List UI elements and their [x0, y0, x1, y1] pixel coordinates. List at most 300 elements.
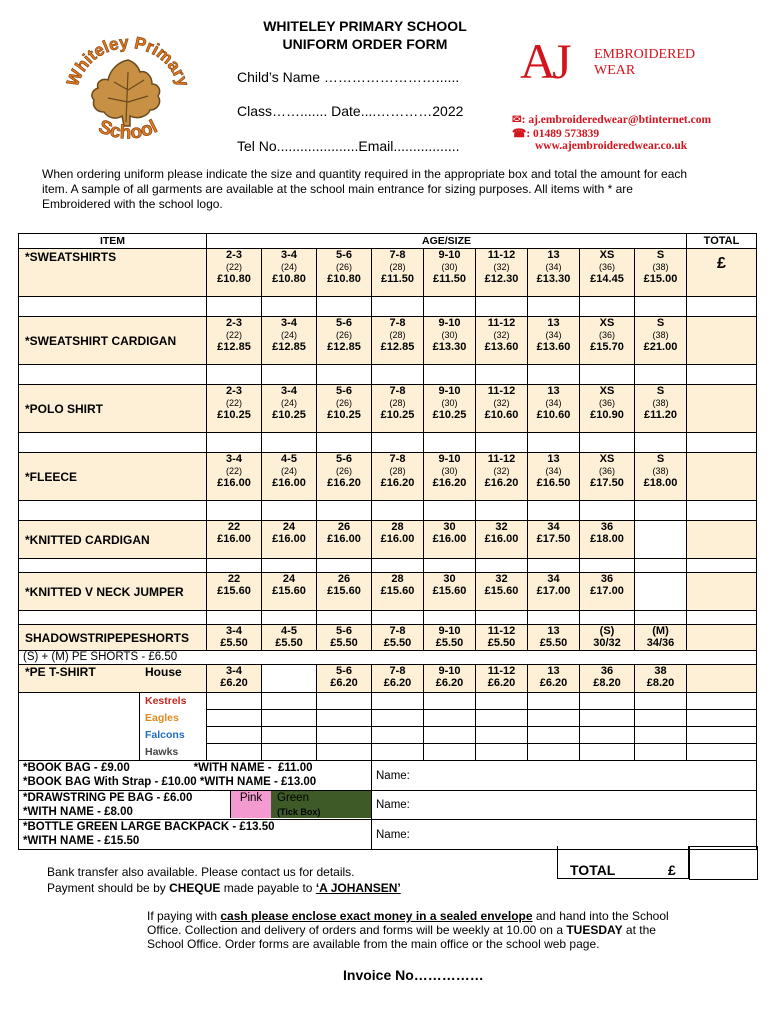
brand-email[interactable]: aj.embroideredwear@btinternet.com: [528, 114, 712, 126]
age-label: (26): [335, 330, 352, 340]
row-total-cell[interactable]: [687, 385, 757, 433]
qty-cell[interactable]: [262, 710, 317, 727]
price-label: £16.20: [484, 477, 519, 489]
table-row: [19, 625, 757, 651]
qty-row: [19, 501, 757, 521]
qty-cell[interactable]: [372, 365, 424, 385]
price-label: £14.45: [590, 273, 624, 285]
bag-name-field[interactable]: [372, 820, 757, 850]
price-label: £11.50: [432, 273, 467, 285]
qty-row: [19, 611, 757, 625]
qty-cell[interactable]: [528, 727, 580, 744]
size-cell: [476, 521, 528, 559]
size-label: 3-4: [281, 385, 297, 397]
qty-cell[interactable]: [635, 611, 687, 625]
size-label: 22: [227, 521, 241, 533]
qty-cell[interactable]: [207, 611, 262, 625]
qty-cell[interactable]: [262, 501, 317, 521]
price-label: 34/36: [646, 637, 675, 649]
qty-cell[interactable]: [19, 365, 207, 385]
price-label: £10.25: [432, 409, 467, 421]
size-label: 13: [547, 453, 560, 465]
pink-label: Pink: [239, 792, 263, 804]
table-row: [19, 453, 757, 501]
backpack-line: *BOTTLE GREEN LARGE BACKPACK - £13.50: [23, 821, 275, 833]
size-cell: [372, 385, 424, 433]
age-label: (30): [441, 330, 458, 340]
age-label: (22): [225, 262, 242, 272]
size-label: 11-12: [487, 317, 516, 329]
intro-text: When ordering uniform please indicate the size and quantity required in the appropriate box and total the amount for each item. A sample of all garments are available at the school main entrance for sizing purposes. All items with * are Embroidered with the school logo.: [42, 167, 688, 211]
qty-row: [19, 365, 757, 385]
qty-cell[interactable]: [262, 693, 317, 710]
bag-name-field[interactable]: [372, 791, 757, 820]
qty-cell[interactable]: [528, 710, 580, 727]
qty-cell[interactable]: [207, 693, 262, 710]
school-logo: [58, 30, 196, 155]
price-label: £15.60: [327, 585, 361, 597]
size-cell: [580, 521, 635, 559]
table-row: [19, 249, 757, 297]
size-cell: [207, 385, 262, 433]
page-subtitle: UNIFORM ORDER FORM: [282, 36, 448, 52]
size-cell: [262, 665, 317, 693]
age-label: (24): [280, 466, 297, 476]
age-label: (26): [335, 466, 352, 476]
qty-cell[interactable]: [317, 559, 372, 573]
qty-cell[interactable]: [687, 710, 757, 727]
qty-cell[interactable]: [19, 559, 207, 573]
child-name-field[interactable]: Child’s Name ……………………......: [237, 69, 460, 85]
size-cell: [580, 665, 635, 693]
cash-bold: cash please enclose exact money in a sealed envelope: [220, 909, 533, 923]
qty-cell[interactable]: [528, 744, 580, 761]
qty-cell[interactable]: [635, 433, 687, 453]
pink-tick-box[interactable]: [230, 791, 272, 818]
price-label: £6.20: [487, 677, 516, 689]
aj-logo-letters: AJ: [520, 33, 568, 89]
qty-cell[interactable]: [476, 433, 528, 453]
qty-cell[interactable]: [207, 501, 262, 521]
cash-pre: If paying with: [147, 909, 221, 923]
size-cell: [317, 385, 372, 433]
qty-cell[interactable]: [687, 727, 757, 744]
size-cell: [476, 625, 528, 651]
house-row: [19, 727, 757, 744]
size-cell: [262, 249, 317, 297]
qty-cell[interactable]: [476, 365, 528, 385]
qty-cell[interactable]: [476, 611, 528, 625]
size-cell: [635, 521, 687, 559]
book-bag-strap-line: *BOOK BAG With Strap - £10.00 *WITH NAME - £13.00: [23, 776, 317, 788]
price-label: £6.20: [330, 677, 358, 689]
house-cell: [19, 727, 207, 744]
qty-cell[interactable]: [476, 710, 528, 727]
price-label: £17.00: [590, 585, 624, 597]
price-label: £10.80: [217, 273, 251, 285]
price-label: £10.25: [272, 409, 306, 421]
qty-cell[interactable]: [635, 710, 687, 727]
size-label: 7-8: [389, 625, 406, 637]
age-label: (24): [280, 330, 297, 340]
row-total-cell[interactable]: [687, 521, 757, 559]
row-total-cell[interactable]: [687, 625, 757, 651]
house-divider: [139, 693, 140, 710]
qty-cell[interactable]: [687, 365, 757, 385]
qty-cell[interactable]: [635, 693, 687, 710]
house-name: Hawks: [145, 745, 179, 758]
qty-cell[interactable]: [424, 365, 476, 385]
qty-cell[interactable]: [372, 744, 424, 761]
price-label: £16.00: [217, 533, 251, 545]
qty-cell[interactable]: [580, 433, 635, 453]
house-cell: [19, 710, 207, 727]
size-label: 9-10: [438, 385, 461, 397]
age-label: (30): [441, 262, 458, 272]
age-label: (36): [598, 262, 615, 272]
qty-cell[interactable]: [476, 744, 528, 761]
price-label: £13.30: [432, 341, 467, 353]
qty-cell[interactable]: [317, 611, 372, 625]
size-cell: [317, 249, 372, 297]
green-tick-box[interactable]: [271, 791, 371, 818]
grand-total-input[interactable]: [689, 846, 758, 880]
qty-cell[interactable]: [207, 433, 262, 453]
qty-cell[interactable]: [317, 744, 372, 761]
qty-cell[interactable]: [207, 727, 262, 744]
age-label: (38): [652, 398, 669, 408]
size-label: 13: [547, 625, 560, 637]
size-label: 2-3: [226, 317, 242, 329]
item-name: *KNITTED CARDIGAN: [19, 521, 207, 559]
qty-cell[interactable]: [580, 365, 635, 385]
size-label: 4-5: [281, 625, 297, 637]
price-label: £13.30: [536, 273, 571, 285]
size-cell: [528, 453, 580, 501]
price-label: £17.00: [536, 585, 571, 597]
class-date-field[interactable]: Class……....... Date....…………2022: [237, 103, 464, 119]
qty-cell[interactable]: [528, 501, 580, 521]
price-label: £13.60: [536, 341, 571, 353]
price-label: £10.25: [327, 409, 361, 421]
qty-cell[interactable]: [424, 501, 476, 521]
size-cell: [262, 385, 317, 433]
qty-cell[interactable]: [424, 433, 476, 453]
size-label: 38: [654, 665, 667, 677]
qty-cell[interactable]: [317, 297, 372, 317]
size-label: 34: [547, 521, 560, 533]
house-name: Eagles: [145, 711, 179, 724]
qty-cell[interactable]: [687, 693, 757, 710]
qty-cell[interactable]: [317, 365, 372, 385]
qty-cell[interactable]: [262, 433, 317, 453]
price-label: £15.60: [484, 585, 519, 597]
size-cell: [317, 317, 372, 365]
size-cell: [262, 317, 317, 365]
qty-cell[interactable]: [372, 559, 424, 573]
grand-total-label: TOTAL: [570, 862, 616, 878]
size-label: 5-6: [336, 453, 352, 465]
qty-cell[interactable]: [687, 297, 757, 317]
size-label: XS: [599, 385, 615, 397]
size-cell: [476, 249, 528, 297]
qty-cell[interactable]: [476, 297, 528, 317]
size-cell: [372, 665, 424, 693]
age-size-header: AGE/SIZE: [207, 234, 687, 249]
size-label: 13: [547, 385, 560, 397]
size-cell: [424, 385, 476, 433]
size-label: 9-10: [438, 453, 461, 465]
row-total-cell[interactable]: [687, 317, 757, 365]
price-label: £12.85: [327, 341, 361, 353]
size-cell: [262, 521, 317, 559]
qty-cell[interactable]: [372, 727, 424, 744]
drawstring-name-line: *WITH NAME - £8.00: [23, 806, 133, 818]
price-label: £10.60: [484, 409, 519, 421]
age-label: (28): [389, 330, 406, 340]
size-label: 32: [495, 573, 508, 585]
size-cell: [635, 453, 687, 501]
tick-box-label: (Tick Box): [277, 807, 321, 817]
age-label: (36): [598, 330, 615, 340]
size-label: 9-10: [438, 317, 461, 329]
price-label: £10.60: [536, 409, 571, 421]
age-label: (32): [493, 466, 510, 476]
price-label: £15.60: [380, 585, 415, 597]
size-cell: [635, 665, 687, 693]
qty-cell[interactable]: [580, 710, 635, 727]
price-label: £16.50: [536, 477, 571, 489]
size-label: 28: [391, 573, 404, 585]
school-logo-top-text: Whiteley Primary: [63, 32, 193, 89]
house-name: Kestrels: [145, 695, 187, 707]
table-row: [19, 521, 757, 559]
qty-cell[interactable]: [580, 611, 635, 625]
size-label: (M): [652, 625, 669, 637]
uniform-table: [18, 233, 757, 850]
size-label: 3-4: [226, 453, 242, 465]
qty-cell[interactable]: [262, 744, 317, 761]
qty-cell[interactable]: [528, 297, 580, 317]
qty-cell[interactable]: [207, 297, 262, 317]
row-total-cell[interactable]: [687, 249, 757, 297]
qty-cell[interactable]: [317, 727, 372, 744]
cash-tuesday: TUESDAY: [566, 923, 623, 937]
qty-cell[interactable]: [687, 559, 757, 573]
qty-cell[interactable]: [580, 559, 635, 573]
age-label: (22): [225, 466, 242, 476]
qty-cell[interactable]: [207, 365, 262, 385]
size-label: 11-12: [487, 625, 516, 637]
green-label: Green: [277, 792, 309, 804]
envelope-icon: ✉:: [512, 114, 529, 126]
size-cell: [372, 317, 424, 365]
price-label: £8.20: [593, 677, 621, 689]
qty-cell[interactable]: [372, 693, 424, 710]
qty-cell[interactable]: [687, 501, 757, 521]
brand-web[interactable]: www.ajembroideredwear.co.uk: [535, 140, 688, 152]
size-cell: [372, 625, 424, 651]
size-cell: [635, 385, 687, 433]
brand-phone: 01489 573839: [533, 128, 600, 140]
qty-cell[interactable]: [580, 727, 635, 744]
size-label: 7-8: [389, 453, 406, 465]
price-label: £17.50: [590, 477, 624, 489]
qty-cell[interactable]: [262, 727, 317, 744]
size-cell: [207, 625, 262, 651]
price-label: £16.00: [272, 533, 306, 545]
qty-cell[interactable]: [372, 710, 424, 727]
bag-cell: [19, 820, 372, 850]
qty-cell[interactable]: [424, 693, 476, 710]
price-label: £15.60: [217, 585, 251, 597]
price-label: £16.00: [272, 477, 306, 489]
bag-name-field[interactable]: [372, 761, 757, 791]
qty-cell[interactable]: [687, 611, 757, 625]
qty-cell[interactable]: [317, 710, 372, 727]
row-total-cell[interactable]: [687, 573, 757, 611]
qty-cell[interactable]: [19, 611, 207, 625]
cash-note: [147, 909, 687, 951]
qty-cell[interactable]: [635, 297, 687, 317]
house-divider: [139, 727, 140, 744]
qty-cell[interactable]: [528, 559, 580, 573]
qty-cell[interactable]: [207, 744, 262, 761]
size-cell: [580, 453, 635, 501]
qty-cell[interactable]: [580, 297, 635, 317]
qty-cell[interactable]: [19, 501, 207, 521]
total-header: TOTAL: [687, 234, 757, 249]
age-label: (34): [545, 398, 562, 408]
qty-cell[interactable]: [262, 365, 317, 385]
age-label: (38): [652, 262, 669, 272]
qty-cell[interactable]: [317, 501, 372, 521]
size-cell: [372, 521, 424, 559]
size-label: 3-4: [226, 625, 242, 637]
qty-cell[interactable]: [19, 297, 207, 317]
age-label: (32): [493, 398, 510, 408]
size-cell: [528, 521, 580, 559]
size-cell: [528, 317, 580, 365]
qty-cell[interactable]: [372, 501, 424, 521]
price-label: £16.00: [484, 533, 519, 545]
qty-cell[interactable]: [262, 611, 317, 625]
qty-cell[interactable]: [687, 744, 757, 761]
house-row: [19, 710, 757, 727]
name-label: Name:: [376, 769, 410, 782]
size-label: 5-6: [336, 625, 352, 637]
qty-cell[interactable]: [424, 297, 476, 317]
qty-cell[interactable]: [262, 297, 317, 317]
qty-cell[interactable]: [476, 559, 528, 573]
qty-cell[interactable]: [424, 744, 476, 761]
size-label: 22: [227, 573, 241, 585]
aj-logo-line1: EMBROIDERED: [594, 47, 696, 62]
size-cell: [580, 317, 635, 365]
qty-cell[interactable]: [207, 710, 262, 727]
row-total-cell[interactable]: [687, 453, 757, 501]
size-label: 9-10: [438, 249, 461, 261]
bag-cell: [19, 791, 372, 820]
qty-cell[interactable]: [476, 693, 528, 710]
size-cell: [317, 453, 372, 501]
qty-cell[interactable]: [372, 611, 424, 625]
qty-cell[interactable]: [424, 727, 476, 744]
qty-cell[interactable]: [317, 433, 372, 453]
qty-cell[interactable]: [372, 297, 424, 317]
size-cell: [476, 453, 528, 501]
qty-cell[interactable]: [372, 433, 424, 453]
size-label: XS: [599, 249, 615, 261]
size-label: 11-12: [487, 453, 516, 465]
price-label: £12.85: [272, 341, 306, 353]
price-label: £17.50: [536, 533, 571, 545]
invoice-number: Invoice No……………: [343, 967, 484, 983]
size-cell: [580, 249, 635, 297]
qty-cell[interactable]: [635, 559, 687, 573]
size-cell: [372, 453, 424, 501]
size-label: 2-3: [226, 385, 242, 397]
house-cell: [19, 744, 207, 761]
size-cell: [424, 317, 476, 365]
size-cell: [476, 317, 528, 365]
size-cell: [528, 385, 580, 433]
name-label: Name:: [376, 799, 410, 811]
age-label: (22): [225, 330, 242, 340]
qty-cell[interactable]: [528, 433, 580, 453]
qty-cell[interactable]: [317, 693, 372, 710]
tel-email-field[interactable]: Tel No.....................Email.................: [237, 138, 460, 154]
qty-cell[interactable]: [476, 727, 528, 744]
size-label: XS: [599, 453, 615, 465]
qty-row: [19, 433, 757, 453]
book-bag-line: *BOOK BAG - £9.00 *WITH NAME - £11.00: [23, 762, 313, 774]
qty-cell[interactable]: [580, 501, 635, 521]
qty-cell[interactable]: [424, 611, 476, 625]
size-label: 11-12: [487, 249, 516, 261]
size-cell: [317, 573, 372, 611]
qty-cell[interactable]: [262, 559, 317, 573]
price-label: £5.50: [435, 637, 464, 649]
bag-row: [19, 761, 757, 791]
qty-cell[interactable]: [635, 744, 687, 761]
pe-shorts-note-row: [19, 651, 757, 665]
row-total-cell[interactable]: [687, 665, 757, 693]
qty-cell[interactable]: [580, 744, 635, 761]
bank-note: Bank transfer also available. Please contact us for details.: [47, 865, 355, 879]
qty-cell[interactable]: [687, 433, 757, 453]
qty-cell[interactable]: [635, 501, 687, 521]
qty-cell[interactable]: [207, 559, 262, 573]
house-divider: [139, 710, 140, 727]
age-label: (34): [545, 262, 562, 272]
qty-cell[interactable]: [528, 693, 580, 710]
qty-cell[interactable]: [528, 365, 580, 385]
qty-cell[interactable]: [635, 727, 687, 744]
size-label: 13: [547, 665, 560, 677]
price-label: £12.30: [484, 273, 519, 285]
qty-cell[interactable]: [635, 365, 687, 385]
qty-cell[interactable]: [476, 501, 528, 521]
pe-tshirt-name: *PE T-SHIRT: [25, 665, 96, 679]
qty-cell[interactable]: [528, 611, 580, 625]
qty-cell[interactable]: [580, 693, 635, 710]
size-cell: [476, 573, 528, 611]
size-label: 13: [547, 249, 560, 261]
qty-cell[interactable]: [424, 559, 476, 573]
qty-cell[interactable]: [424, 710, 476, 727]
qty-cell[interactable]: [19, 433, 207, 453]
